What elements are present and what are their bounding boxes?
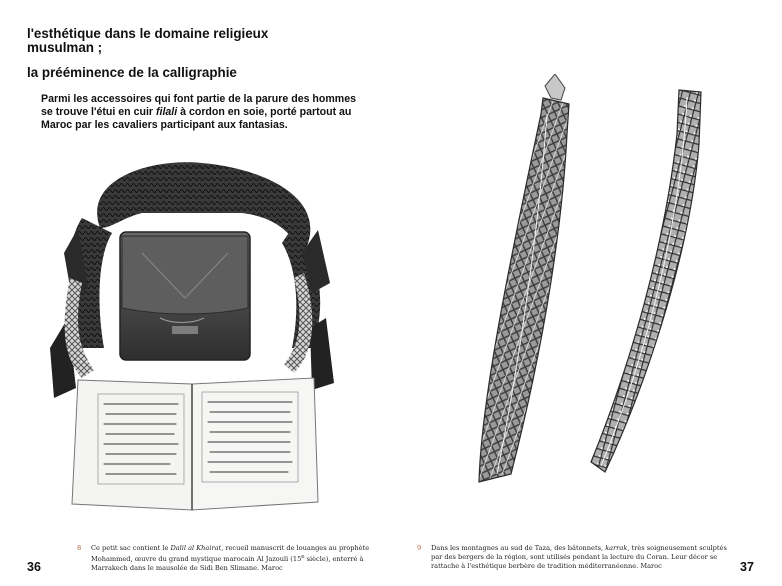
- figure-caption: [77, 544, 381, 573]
- caption-text-start: Dans les montagnes au sud de Taza, des bâtonnets,: [431, 544, 606, 552]
- lead-emphasis: filali: [155, 106, 178, 119]
- caption-term: karrak: [605, 544, 628, 552]
- page-number: 37: [740, 560, 754, 574]
- caption-text-end: siècle), enterré à Marrakech dans le mausolée de Sidi Ben Slimane. Maroc: [91, 555, 364, 573]
- caption-text-start: Ce petit sac contient le: [91, 544, 171, 552]
- caption-number: 9: [417, 544, 422, 552]
- figure-caption: [417, 544, 731, 571]
- photo-carved-sticks: [451, 74, 711, 494]
- lead-text-start: Parmi les accessoires qui font partie de la parure des hommes se trouve l'étui en cuir: [41, 93, 356, 119]
- caption-text-end: , très soigneusement sculptés par des bergers de la région, sont utilisés pendant la lecture du Coran. Leur décor se rattache à l'esthétique berbère de tradition méditerranéenne. Maroc: [431, 544, 727, 570]
- caption-number: 8: [77, 544, 82, 552]
- carved-sticks-illustration: [451, 74, 711, 494]
- caption-title: Dalil al Khairat: [170, 544, 222, 552]
- pouch-manuscript-illustration: [42, 158, 342, 514]
- lead-paragraph: [41, 93, 361, 133]
- page-number: 36: [27, 560, 41, 574]
- section-heading: l'esthétique dans le domaine religieux musulman ;: [27, 26, 269, 55]
- photo-pouch-and-manuscript: [42, 158, 342, 514]
- caption-text-middle: , recueil manuscrit de louanges au prophète Mohammed, œuvre du grand mystique marocain Al Jazouli (15: [91, 544, 370, 564]
- lead-text-end: à cordon en soie, porté partout au Maroc par les cavaliers participant aux fantasias.: [41, 106, 352, 132]
- right-page: [391, 0, 782, 586]
- section-subheading: la prééminence de la calligraphie: [27, 65, 237, 80]
- caption-superscript: e: [301, 554, 305, 560]
